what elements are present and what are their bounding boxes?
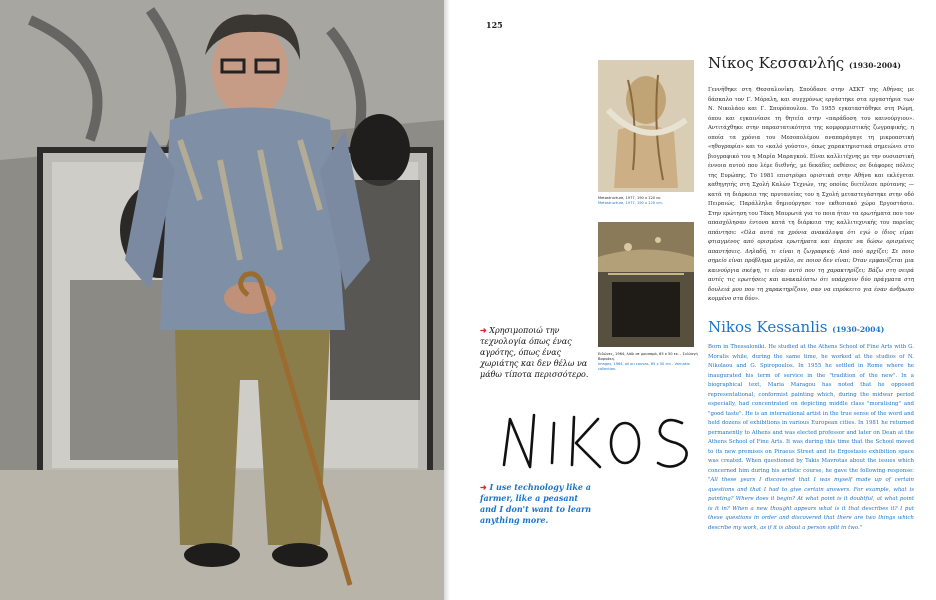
artwork-metastructure	[598, 60, 694, 192]
artwork2-caption-el: Ειδώνες, 1964, λάδι σε μουσαμά, 65 x 50 εκ. - Συλλογή Βαρνάκη.	[598, 352, 698, 361]
artwork2-caption-en: Images, 1964, oil on canvas, 65 x 50 cm - Varnakis collection.	[598, 362, 690, 371]
page-number: 125	[486, 20, 503, 30]
artwork1-caption	[598, 196, 698, 206]
bio-english	[708, 343, 914, 533]
heading-english	[708, 318, 884, 336]
artwork2-caption	[598, 352, 698, 372]
name-greek-last: Κεσσανλής	[758, 54, 845, 72]
artist-signature	[500, 405, 695, 479]
page-gutter	[444, 0, 450, 600]
dates-english: (1930-2004)	[832, 325, 885, 334]
bio-english-quote: "All these years I discovered that I was myself made up of certain questions and that I had to give certain answers. For example, what is painting? Where does it begin? At what point is it doubtful, at what point is it in? When a new thought appears what is it that describes it? I put these questions in order and discovered that there are two things which describe my work, as if it is about a person split in two."	[708, 477, 914, 531]
arrow-right-icon: ➜	[480, 482, 487, 492]
artwork1-caption-en: Metastructure, 1977, 190 x 120 cm.	[598, 201, 663, 205]
bio-greek	[708, 86, 914, 305]
artist-portrait-photo	[0, 0, 444, 600]
portrait-photo-icon	[0, 0, 444, 600]
bio-english-text: Born in Thessaloniki. He studied at the Athens School of Fine Arts with G. Moralis while, during the same time, he worked at the studios of N. Nikolaou and G. Spiropoulos. In 1955 he settled in Rome where he inaugurated his term of service in the "tradition of the new". In a biographical text, Maria Maragou has noted that he opposed representational, conformist painting which, during the midwar period especially, had concentrated on depicting middle class "moralising" and "good taste". He is an international artist in the true sense of the word and held dozens of exhibitions in various European cities. In 1981 he returned permanently to Athens and was elected professor and later on Dean at the Athens School of Fine Arts. It was during this time that the School moved to its new premises on Piraeus Street and its Ergostasio exhibition space was created. When questioned by Takis Mavrotas about the issues which concerned him during his artistic course, he gave the following response:	[708, 344, 914, 474]
signature-icon	[500, 405, 695, 475]
artwork-image-icon	[598, 222, 694, 347]
name-english-last: Kessanlis	[756, 318, 828, 336]
pull-quote-english	[480, 482, 592, 526]
name-english-first: Nikos	[708, 318, 757, 336]
artwork1-caption-el: Metastructure, 1977, 190 x 120 εκ.	[598, 196, 662, 200]
heading-greek	[708, 54, 901, 72]
artwork-images	[598, 222, 694, 347]
pull-quote-greek	[480, 325, 592, 380]
artwork-image-icon	[598, 60, 694, 192]
dates-greek: (1930-2004)	[848, 61, 901, 70]
name-greek-first: Νίκος	[708, 54, 759, 72]
pull-quote-greek-text: Χρησιμοποιώ την τεχνολογία όπως ένας αγρότης, όπως ένας χωριάτης και δεν θέλω να μάθω τίποτα περισσότερο.	[480, 326, 589, 379]
arrow-right-icon: ➜	[480, 325, 487, 335]
bio-greek-quote: «Όλα αυτά τα χρόνια ανακάλυψα ότι εγώ ο ίδιος είμαι φτιαγμένος από ορισμένα ερωτήματα και έπρεπε να δώσω ορισμένες απαντήσεις. Δηλαδή, τι είναι η ζωγραφική; Από πού αρχίζει; Σε ποιο σημείο είναι πρόβλημα μεγάλο, σε ποιον δεν είναι; Όταν εμφανίζεται μια καινούργια σκέψη, τι είναι αυτό που τη χαρακτηρίζει; Βάζω στη σειρά αυτές τις ερωτήσεις και ανακαλύπτω ότι υπάρχουν δύο πράγματα στη δουλειά μου που τη χαρακτηρίζουν, σαν να επρόκειτο για έναν άνθρωπο κομμένο στα δύο».	[708, 229, 915, 302]
pull-quote-english-text: I use technology like a farmer, like a peasant and I don't want to learn anything more.	[480, 482, 592, 525]
bio-greek-text: Γεννήθηκε στη Θεσσαλονίκη. Σπούδασε στην ΑΣΚΤ της Αθήνας με δάσκαλο τον Γ. Μόραλη, και συγχρόνως εργάστηκε στα εργαστήρια των Ν. Νικολάου και Γ. Σπυρόπουλου. Το 1955 εγκαταστάθηκε στη Ρώμη, όπου και εγκαινίασε τη θητεία στην «παράδοση του καινούργιου». Αντιτάχθηκε στην παραστατικότητα της κομφορμιστικής ζωγραφικής, η οποία τα χρόνια του Μεσοπολέμου αναπαράγαγε τη μικροαστική «ηθογραφία» και το «καλό γούστο», όπως χαρακτηριστικά σημειώνει στο βιογραφικό του η Μαρία Μαραγκού. Είναι καλλιτέχνης με την ουσιαστική έννοια αυτού που λέμε διεθνής, με δεκάδες εκθέσεις σε διάφορες πόλεις της Ευρώπης. Το 1981 επιστρέφει οριστικά στην Αθήνα και εκλέγεται καθηγητής στη Σχολή Καλών Τεχνών, της οποίας διετέλεσε πρύτανης — κατά τη διάρκεια της πρυτανείας του η Σχολή μεταστεγάστηκε στην οδό Πειραιώς. Παράλληλα δημιούργησε τον εκθεσιακό χώρο Εργοστάσιο. Στην ερώτηση του Τάκη Μαυρωτά για το ποια ήταν τα ερωτήματα που τον απασχόλησαν έντονα κατά τη διάρκεια της καλλιτεχνικής του πορείας απάντησε:	[708, 87, 914, 236]
